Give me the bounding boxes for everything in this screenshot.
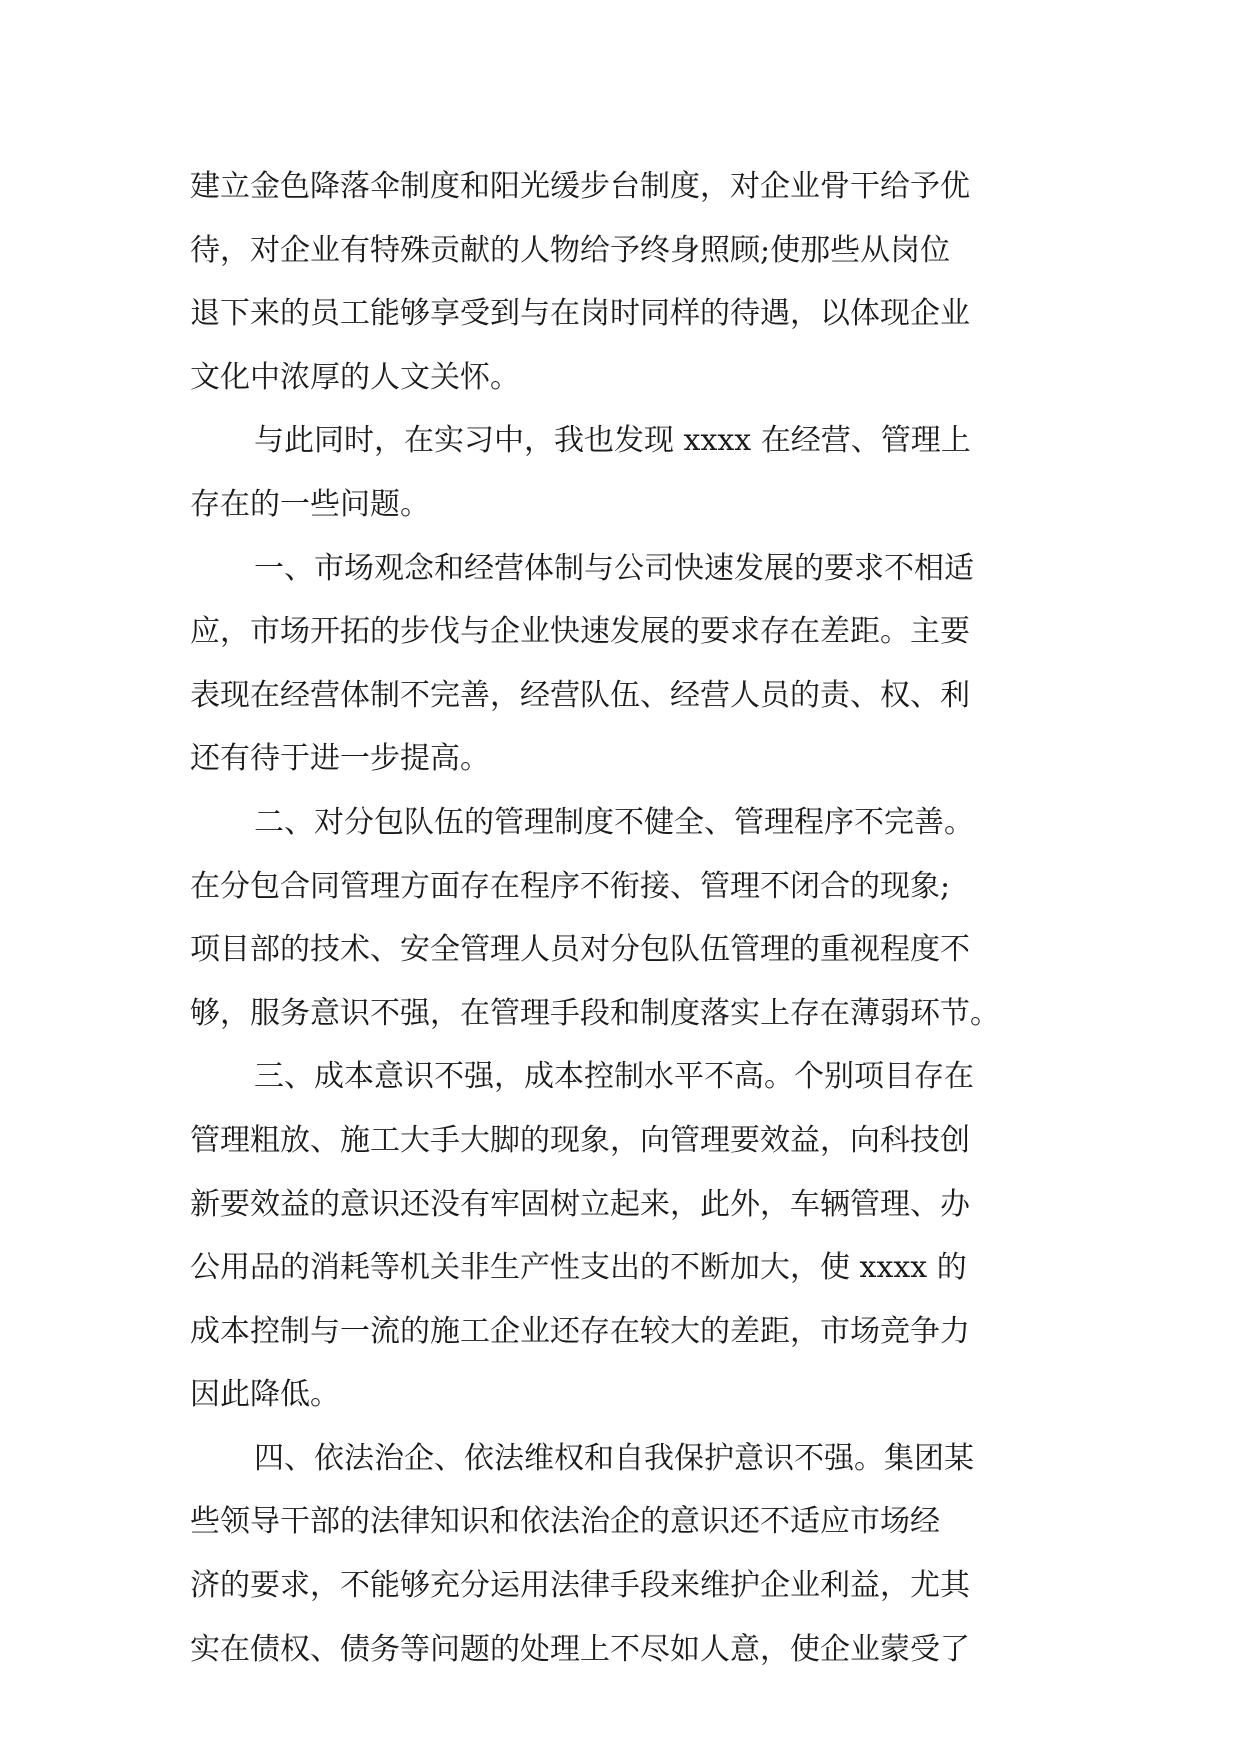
text-line: 因此降低。: [190, 1377, 340, 1413]
text-line: 文化中浓厚的人文关怀。: [190, 359, 520, 395]
body-text: [190, 155, 1050, 1681]
text-line: 一、市场观念和经营体制与公司快速发展的要求不相适: [254, 550, 974, 586]
text-line: 与此同时，在实习中，我也发现 xxxx 在经营、管理上: [254, 423, 971, 459]
text-line: 三、成本意识不强，成本控制水平不高。个别项目存在: [254, 1059, 974, 1095]
text-line: 表现在经营体制不完善，经营队伍、经营人员的责、权、利: [190, 677, 970, 713]
text-line: 待，对企业有特殊贡献的人物给予终身照顾;使那些从岗位: [190, 232, 951, 268]
text-line: 成本控制与一流的施工企业还存在较大的差距，市场竞争力: [190, 1313, 970, 1349]
text-line: 些领导干部的法律知识和依法治企的意识还不适应市场经: [190, 1504, 940, 1540]
text-line: 还有待于进一步提高。: [190, 741, 490, 777]
text-line: 济的要求，不能够充分运用法律手段来维护企业利益，尤其: [190, 1568, 970, 1604]
text-line: 二、对分包队伍的管理制度不健全、管理程序不完善。: [254, 804, 974, 840]
text-line: 退下来的员工能够享受到与在岗时同样的待遇，以体现企业: [190, 296, 970, 332]
text-line: 存在的一些问题。: [190, 486, 430, 522]
text-line: 管理粗放、施工大手大脚的现象，向管理要效益，向科技创: [190, 1122, 970, 1158]
text-line: 应，市场开拓的步伐与企业快速发展的要求存在差距。主要: [190, 614, 970, 650]
text-line: 够，服务意识不强，在管理手段和制度落实上存在薄弱环节。: [190, 995, 1000, 1031]
text-line: 实在债权、债务等问题的处理上不尽如人意，使企业蒙受了: [190, 1631, 970, 1667]
text-line: 新要效益的意识还没有牢固树立起来，此外，车辆管理、办: [190, 1186, 970, 1222]
text-line: 项目部的技术、安全管理人员对分包队伍管理的重视程度不: [190, 932, 970, 968]
text-line: 建立金色降落伞制度和阳光缓步台制度，对企业骨干给予优: [190, 169, 970, 204]
text-line: 四、依法治企、依法维权和自我保护意识不强。集团某: [254, 1440, 974, 1476]
text-line: 公用品的消耗等机关非生产性支出的不断加大，使 xxxx 的: [190, 1250, 967, 1286]
text-line: 在分包合同管理方面存在程序不衔接、管理不闭合的现象;: [190, 868, 951, 904]
